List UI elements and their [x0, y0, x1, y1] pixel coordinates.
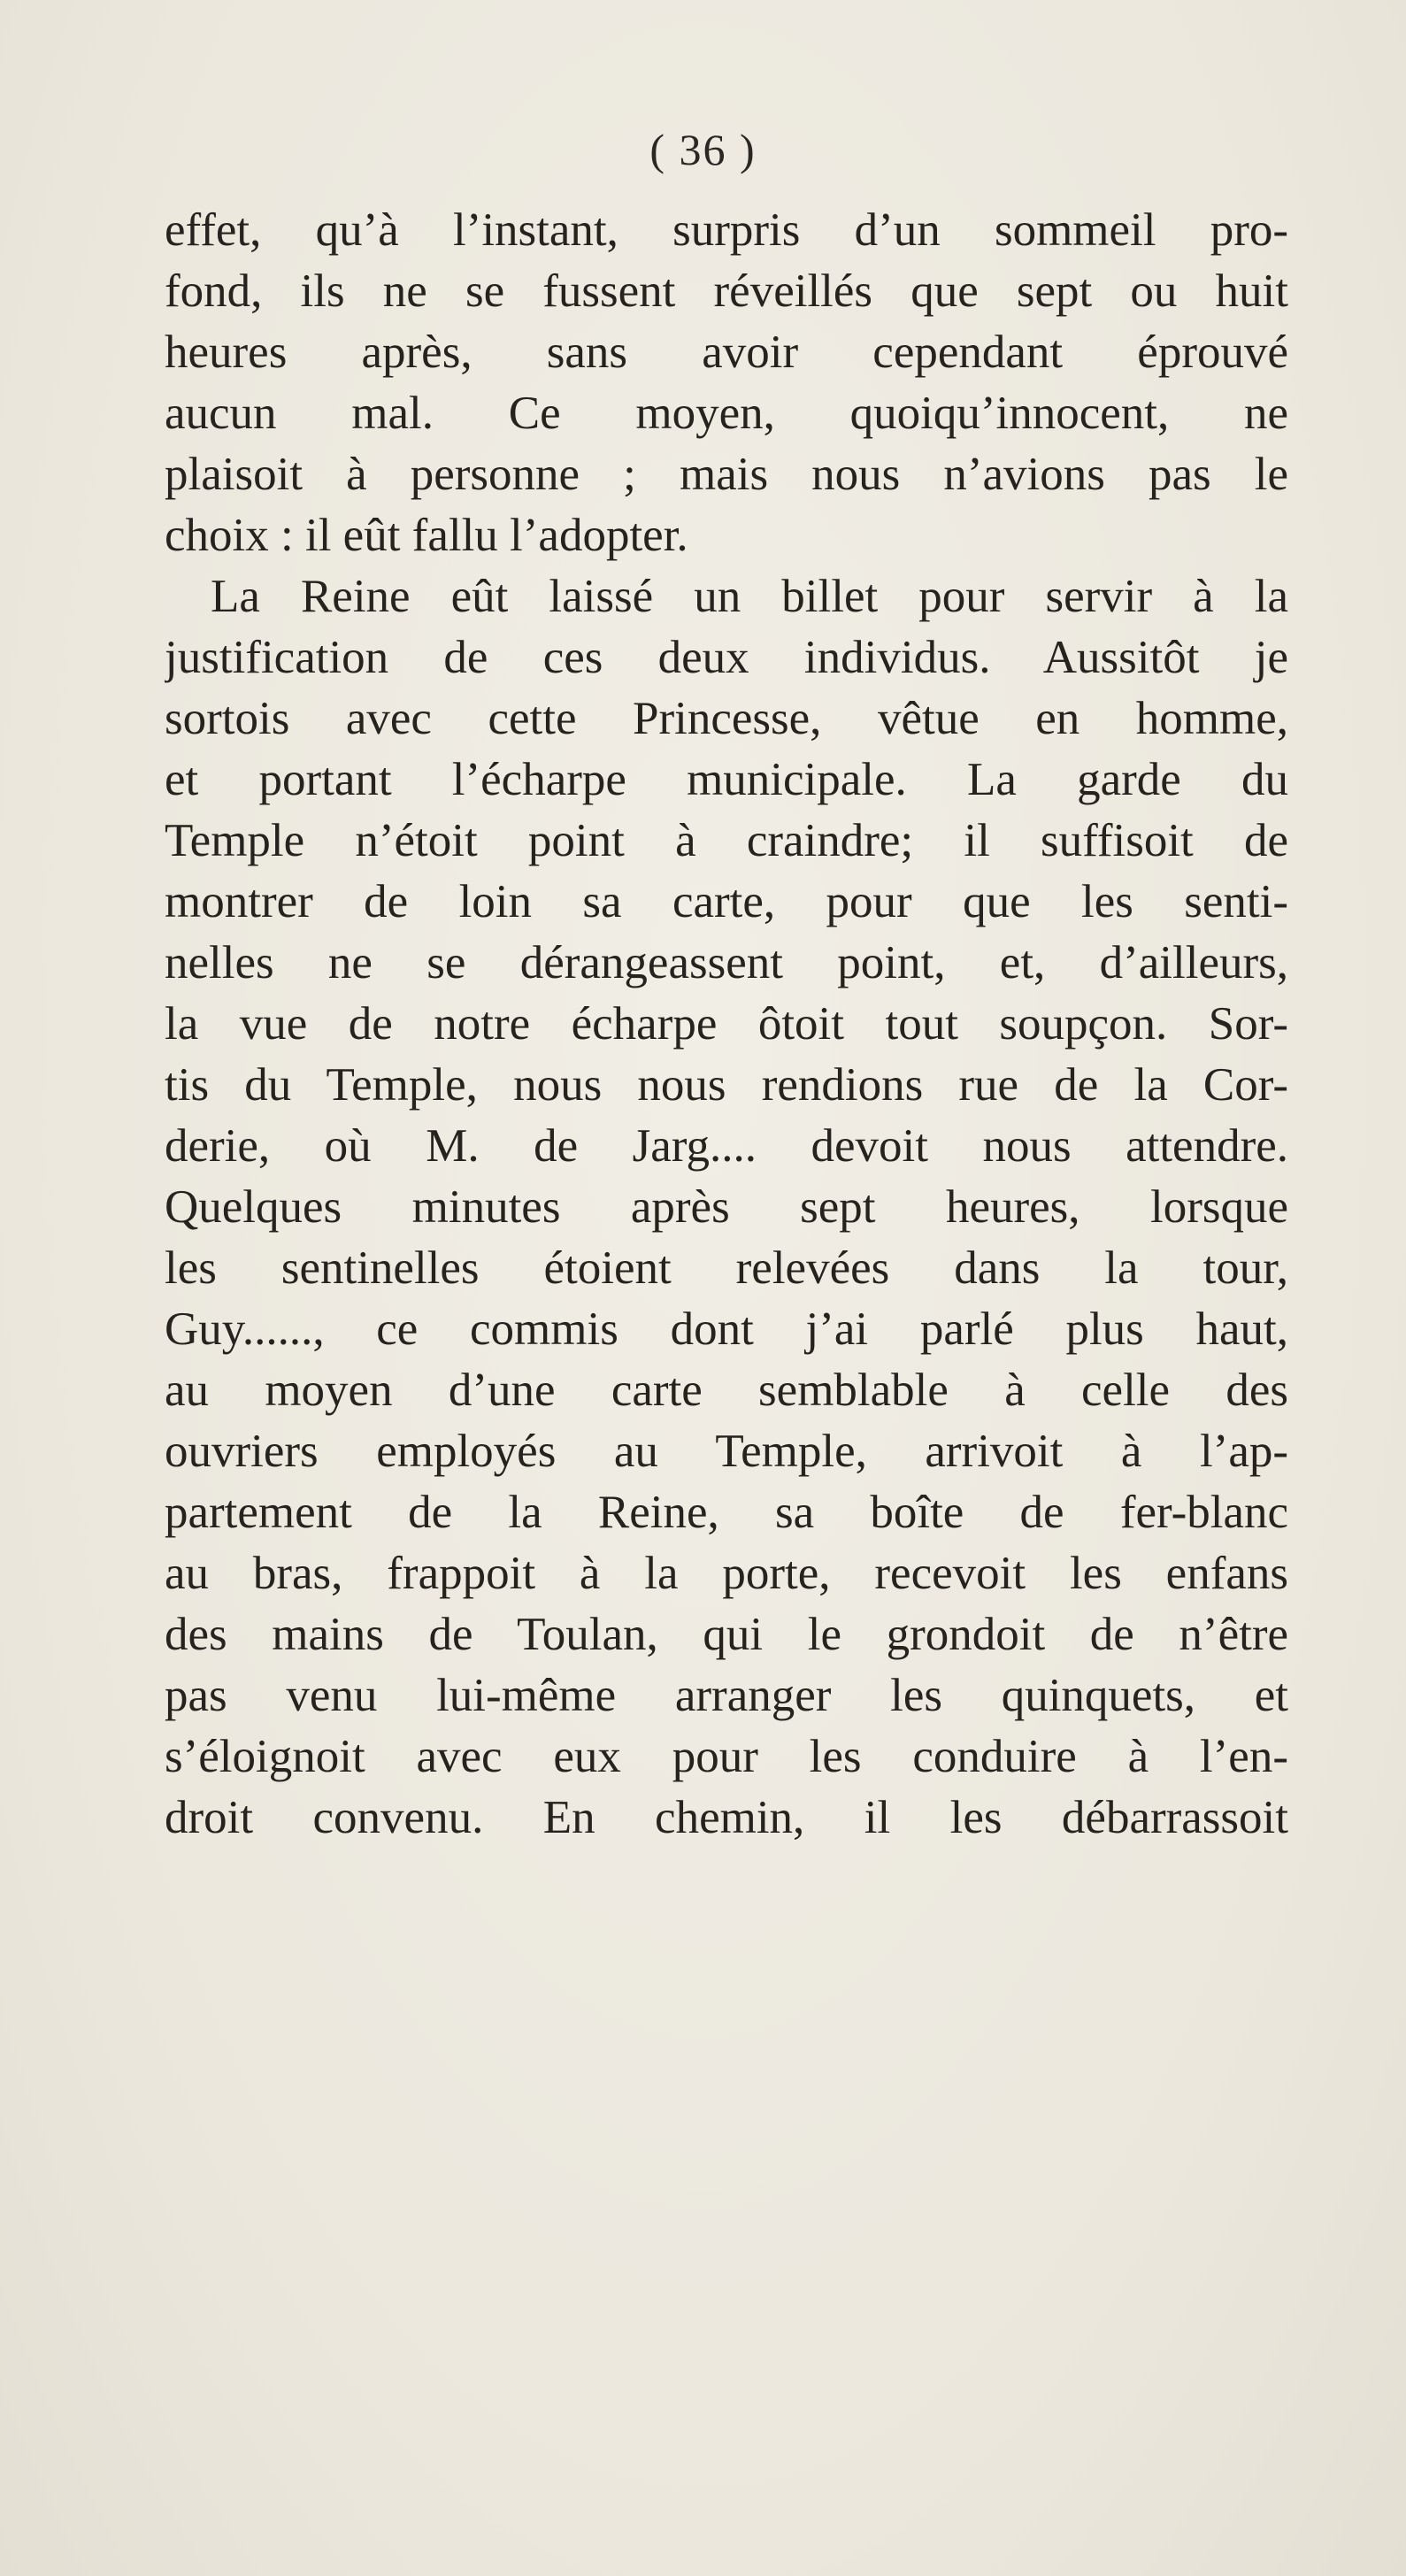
- text-line: choix : il eût fallu l’adopter.: [165, 510, 688, 561]
- text-line: la vue de notre écharpe ôtoit tout soupçon. Sor-: [165, 998, 1288, 1050]
- text-line: fond, ils ne se fussent réveillés que sept ou huit: [165, 265, 1288, 317]
- text-line: au bras, frappoit à la porte, recevoit les enfans: [165, 1548, 1288, 1599]
- text-line: Temple n’étoit point à craindre; il suffisoit de: [165, 815, 1288, 866]
- text-line: derie, où M. de Jarg.... devoit nous attendre.: [165, 1120, 1288, 1172]
- text-line: s’éloignoit avec eux pour les conduire à l’en-: [165, 1731, 1288, 1782]
- text-line: plaisoit à personne ; mais nous n’avions pas le: [165, 449, 1288, 500]
- page-number: ( 36 ): [649, 125, 757, 174]
- text-line: justification de ces deux individus. Aussitôt je: [165, 632, 1288, 683]
- text-line: Quelques minutes après sept heures, lorsque: [165, 1181, 1288, 1233]
- text-line: La Reine eût laissé un billet pour servir à la: [211, 571, 1288, 622]
- text-line: partement de la Reine, sa boîte de fer-blanc: [165, 1487, 1288, 1538]
- text-line: heures après, sans avoir cependant éprouvé: [165, 327, 1288, 378]
- body-text: [165, 200, 1288, 1849]
- text-line: Guy......, ce commis dont j’ai parlé plus haut,: [165, 1303, 1288, 1355]
- text-line: au moyen d’une carte semblable à celle des: [165, 1365, 1288, 1416]
- text-line: pas venu lui-même arranger les quinquets, et: [165, 1670, 1288, 1721]
- text-line: aucun mal. Ce moyen, quoiqu’innocent, ne: [165, 388, 1288, 439]
- text-line: effet, qu’à l’instant, surpris d’un sommeil pro-: [165, 204, 1288, 256]
- text-line: et portant l’écharpe municipale. La garde du: [165, 754, 1288, 805]
- text-line: droit convenu. En chemin, il les débarrassoit: [165, 1792, 1288, 1843]
- text-line: tis du Temple, nous nous rendions rue de la Cor-: [165, 1059, 1288, 1111]
- text-line: montrer de loin sa carte, pour que les senti-: [165, 876, 1288, 927]
- text-line: nelles ne se dérangeassent point, et, d’ailleurs,: [165, 937, 1288, 988]
- text-line: sortois avec cette Princesse, vêtue en homme,: [165, 693, 1288, 744]
- text-line: des mains de Toulan, qui le grondoit de n’être: [165, 1609, 1288, 1660]
- text-line: ouvriers employés au Temple, arrivoit à l’ap-: [165, 1426, 1288, 1477]
- text-line: les sentinelles étoient relevées dans la tour,: [165, 1242, 1288, 1294]
